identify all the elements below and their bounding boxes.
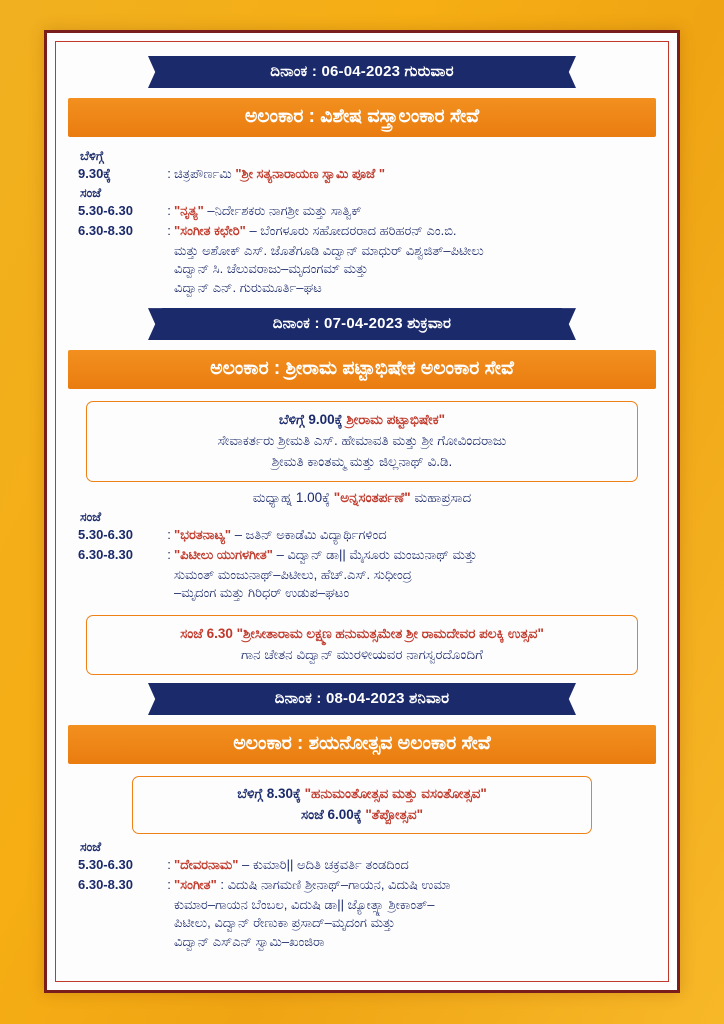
program-day1 [72,149,652,302]
row-desc [174,526,646,545]
center-line-pre: ಮಧ್ಯಾಹ್ನ 1.00ಕ್ಕೆ [252,489,334,505]
continuation-line: ಕುಮಾರ–ಗಾಯನ ಬೆಂಬಲ, ವಿದುಷಿ ಡಾ|| ಜ್ಯೋತ್ಸ್ನಾ ಶ್ರೀಕಾಂತ್– [174,896,435,912]
program-row [78,222,646,241]
alankara-band-day2: ಅಲಂಕಾರ : ಶ್ರೀರಾಮ ಪಟ್ಟಾಭಿಷೇಕ ಅಲಂಕಾರ ಸೇವೆ [68,350,656,389]
row-desc-after: : ವಿದುಷಿ ನಾಗಮಣಿ ಶ್ರೀನಾಥ್–ಗಾಯನ, ವಿದುಷಿ ಉಮಾ [216,876,451,892]
box-line-highlight2: "ತೆಪ್ಪೋತ್ಸವ" [365,806,424,822]
row-time: 6.30-8.30 [78,876,133,892]
box-line-pre: ಸಂಜೆ 6.30 [180,626,237,642]
box-line-highlight: "ಹನುಮಂತೋತ್ಸವ ಮತ್ತು ವಸಂತೋತ್ಸವ" [304,786,487,802]
row-desc-after: – ಜತಿನ್ ಅಕಾಡೆಮಿ ವಿದ್ಯಾರ್ಥಿಗಳಿಂದ [231,526,387,542]
continuation-line: ವಿದ್ವಾನ್ ಎನ್. ಗುರುಮೂರ್ತಿ–ಘಟ [174,280,322,296]
row-desc-highlight: "ನೃತ್ಯ" [174,202,204,218]
poster [44,30,680,993]
continuation-line: ಮತ್ತು ಅಶೋಕ್ ಎಸ್. ಜೊತೆಗೂಡಿ ವಿದ್ವಾನ್ ಮಾಧುರ್ ವಿಶ್ವಜಿತ್–ಪಿಟೀಲು [174,242,484,258]
continuation-line: ವಿದ್ವಾನ್ ಎಸ್ಎನ್ ಸ್ವಾಮಿ–ಖಂಜಿರಾ [174,934,325,950]
center-line-post: ಮಹಾಪ್ರಸಾದ [410,489,472,505]
row-desc-text: ಚಿತ್ರಪೌರ್ಣಮಿ [174,166,236,181]
row-desc-highlight: "ದೇವರನಾಮ" [174,856,239,872]
evening-label-day1: ಸಂಜೆ [80,185,102,200]
row-colon: : [167,876,171,892]
box-line-highlight: "ಶ್ರೀಸೀತಾರಾಮ ಲಕ್ಷ್ಮಣ ಹನುಮತ್ಸಮೇತ ಶ್ರೀ ರಾಮದೇವರ ಪಲಕ್ಕಿ ಉತ್ಸವ" [236,626,544,642]
row-desc [174,546,646,565]
program-row [78,546,646,565]
row-time: 6.30-8.30 [78,222,133,238]
row-desc [174,165,646,184]
program-day2 [72,510,652,607]
alankara-band-day1: ಅಲಂಕಾರ : ವಿಶೇಷ ವಸ್ತ್ರಾಲಂಕಾರ ಸೇವೆ [68,98,656,137]
row-colon: : [167,202,171,218]
row-desc-after: – ಕುಮಾರಿ|| ಅದಿತಿ ಚಕ್ರವರ್ತಿ ತಂಡದಿಂದ [238,856,409,872]
row-time: 9.30ಕ್ಕೆ [78,166,111,181]
row-colon: : [167,546,171,562]
row-desc [174,876,646,895]
morning-label-day1: ಬೆಳಿಗ್ಗೆ [80,149,104,163]
row-desc [174,202,646,221]
row-time: 5.30-6.30 [78,856,133,872]
row-desc-after: –ನಿರ್ದೇಶಕರು ನಾಗಶ್ರೀ ಮತ್ತು ಸಾತ್ವಿಕ್ [203,202,362,218]
row-time: 5.30-6.30 [78,202,133,218]
poster-inner-border [55,41,669,982]
date-ribbon-day3: ದಿನಾಂಕ : 08-04-2023 ಶನಿವಾರ [162,683,562,715]
continuation-line: ಪಿಟೀಲು, ವಿದ್ವಾನ್ ರೇಣುಕಾ ಪ್ರಸಾದ್–ಮೃದಂಗ ಮತ್ತು [174,915,396,931]
row-colon: : [167,526,171,542]
row-desc-highlight: "ಭರತನಾಟ್ಯ" [174,526,232,542]
box-line: ಗಾನ ಚೇತನ ವಿದ್ವಾನ್ ಮುರಳೀಯವರ ನಾಗಸ್ವರದೊಂದಿಗೆ [241,647,483,663]
evening-label-day2: ಸಂಜೆ [80,509,102,524]
program-row [78,202,646,221]
row-colon: : [167,166,171,181]
box-line-pre: ಬೆಳಿಗ್ಗೆ 8.30ಕ್ಕೆ [237,786,305,802]
box-line-pre2: ಸಂಜೆ 6.00ಕ್ಕೆ [300,806,366,822]
box-line: ಶ್ರೀಮತಿ ಕಾಂತಮ್ಮ ಮತ್ತು ಜಿಲ್ಲನಾಥ್ ವಿ.ಡಿ. [271,453,453,469]
row-desc-highlight: "ಪಿಟೀಲು ಯುಗಳಗೀತ" [174,546,273,562]
row-desc [174,856,646,875]
row-desc-after: – ವಿದ್ವಾನ್ ಡಾ|| ಮೈಸೂರು ಮಂಜುನಾಥ್ ಮತ್ತು [272,546,477,562]
evening-label-day3: ಸಂಜೆ [80,839,102,854]
program-day3 [72,840,652,956]
box-line-highlight: ಶ್ರೀರಾಮ ಪಟ್ಟಾಭಿಷೇಕ" [346,412,446,428]
highlight-box-day3-morning [132,776,592,834]
continuation-line: ಸುಮಂತ್ ಮಂಜುನಾಥ್–ಪಿಟೀಲು, ಹೆಚ್.ಎಸ್. ಸುಧೀಂದ್ರ [174,566,412,582]
date-ribbon-day1: ದಿನಾಂಕ : 06-04-2023 ಗುರುವಾರ [162,56,562,88]
program-row [78,165,646,184]
annasantarpane-line [72,490,652,506]
program-row [78,876,646,895]
highlight-box-day2-evening [86,615,638,675]
row-desc-after: – ಬೆಂಗಳೂರು ಸಹೋದರರಾದ ಹರಿಹರನ್ ಎಂ.ಬಿ. [245,222,457,238]
highlight-box-day2-morning [86,401,638,482]
row-colon: : [167,856,171,872]
box-line: ಸೇವಾಕರ್ತರು ಶ್ರೀಮತಿ ಎಸ್. ಹೇಮಾವತಿ ಮತ್ತು ಶ್ರೀ ಗೋವಿಂದರಾಜು [217,432,507,448]
row-time: 6.30-8.30 [78,546,133,562]
date-ribbon-day2: ದಿನಾಂಕ : 07-04-2023 ಶುಕ್ರವಾರ [162,308,562,340]
row-colon: : [167,222,171,238]
row-desc-highlight: "ಸಂಗೀತ" [174,876,217,892]
row-time: 5.30-6.30 [78,526,133,542]
box-line [97,624,627,645]
row-desc-highlight: "ಶ್ರೀ ಸತ್ಯನಾರಾಯಣ ಸ್ವಾಮಿ ಪೂಜೆ " [235,166,386,181]
row-desc [174,222,646,241]
row-desc-highlight: "ಸಂಗೀತ ಕಛೇರಿ" [174,222,246,238]
box-line [143,784,581,805]
continuation-line: ವಿದ್ವಾನ್ ಸಿ. ಚೆಲುವರಾಜು–ಮೃದಂಗಮ್ ಮತ್ತು [174,261,369,277]
program-row [78,856,646,875]
program-row [78,526,646,545]
box-line-pre: ಬೆಳಿಗ್ಗೆ 9.00ಕ್ಕೆ [278,412,347,428]
box-line [143,805,581,826]
alankara-band-day3: ಅಲಂಕಾರ : ಶಯನೋತ್ಸವ ಅಲಂಕಾರ ಸೇವೆ [68,725,656,764]
continuation-line: –ಮೃದಂಗ ಮತ್ತು ಗಿರಿಧರ್ ಉಡುಪ–ಘಟಂ [174,585,350,601]
box-line [97,410,627,431]
center-line-highlight: "ಅನ್ನಸಂತರ್ಪಣೆ" [333,489,411,505]
